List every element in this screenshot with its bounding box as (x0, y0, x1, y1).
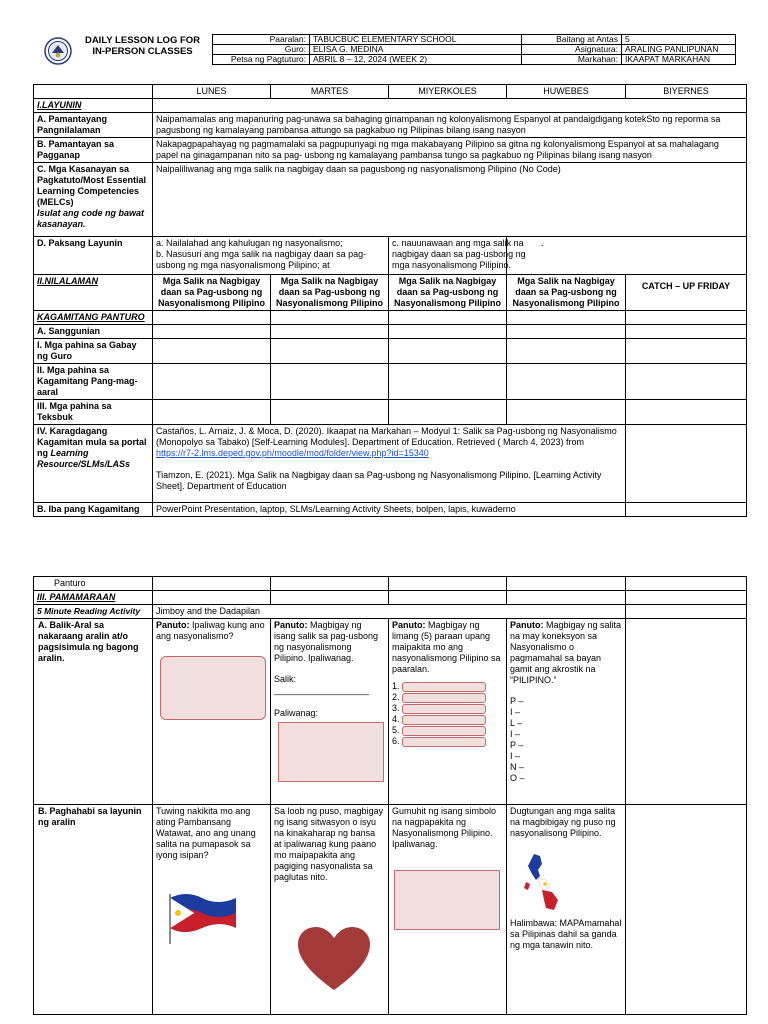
deped-seal-icon (44, 37, 72, 65)
pamantayan-sa-pagganap-label: B. Pamantayan sa Pagganap (34, 138, 153, 163)
layunin-d (507, 237, 747, 275)
baitang-label: Baitang at Antas (522, 35, 622, 45)
balik-aral-thu: Panuto: Magbigay ng salita na may koneksyon sa Nasyonalismo o pagmamahal sa bayan gamit ang akrostik na “PILIPINO.” P – I – L – I – P – I – N – O – (507, 619, 626, 805)
paliwanag-box[interactable] (278, 722, 384, 782)
answer-box[interactable] (160, 656, 266, 720)
markahan-value: IKAAPAT MARKAHAN (622, 55, 736, 65)
kagamitang-mag-aaral-row (34, 364, 747, 400)
answer-line[interactable] (402, 715, 486, 725)
sanggunian-row (34, 325, 747, 339)
iba-pang-kagamitan-row (34, 503, 747, 517)
pamantayan-sa-pagganap-row (34, 138, 747, 163)
nilalaman-thu: Mga Salik na Nagbigay daan sa Pag-usbong ng Nasyonalismong Pilipino (507, 275, 626, 311)
lesson-log-table (33, 84, 747, 517)
day-header-thu: HUWEBES (507, 85, 626, 99)
panturo-row (34, 577, 747, 591)
salik-line: Salik: ___________________ (274, 674, 370, 695)
list-item: 4. (392, 714, 503, 725)
asignatura-value: ARALING PANLIPUNAN (622, 45, 736, 55)
list-item: 2. (392, 692, 503, 703)
acrostic-letter: P – (510, 740, 524, 750)
balik-aral-label: A. Balik-Aral sa nakaraang aralin at/o pagsisimula ng bagong aralin. (34, 619, 153, 805)
days-row (34, 85, 747, 99)
paghahabi-label: B. Paghahabi sa layunin ng aralin (34, 805, 153, 1015)
pamamaraan-heading-row (34, 591, 747, 605)
pamantayang-pangnilalaman-row (34, 113, 747, 138)
paaralan-label: Paaralan: (213, 35, 310, 45)
kagamitang-mag-aaral-label: II. Mga pahina sa Kagamitang Pang-mag-aaral (34, 364, 153, 400)
references-cell (153, 425, 626, 503)
ph-flag-icon (164, 886, 240, 946)
paksang-layunin-ab (153, 237, 389, 275)
paghahabi-wed: Gumuhit ng isang simbolo na nagpapakita ng Nasyonalismong Pilipino. Ipaliwanag. (389, 805, 507, 1015)
melc-label: C. Mga Kasanayan sa Pagkatuto/Most Essential Learning Competencies (MELCs) (37, 164, 147, 207)
karagdagang-kagamitan-label: IV. Karagdagang Kagamitan mula sa portal ng (37, 426, 147, 458)
asignatura-label: Asignatura: (522, 45, 622, 55)
acrostic-letter: O – (510, 773, 525, 783)
numbered-answer-list (392, 681, 503, 747)
melc-label-cell (34, 163, 153, 237)
reading-activity-row (34, 605, 747, 619)
layunin-heading: I.LAYUNIN (34, 99, 153, 113)
karagdagang-kagamitan-label-cell (34, 425, 153, 503)
nilalaman-fri: CATCH – UP FRIDAY (626, 275, 747, 311)
teksbuk-label: III. Mga pahina sa Teksbuk (34, 400, 153, 425)
answer-line[interactable] (402, 682, 486, 692)
list-item: 1. (392, 681, 503, 692)
pamantayan-sa-pagganap-text: Nakapagpapahayag ng pagmamalaki sa pagpupunyagi ng mga makabayang Pilipino sa gitna ng kolonyalismong Espanyol at sa mahalagang papel na ginagampanan nito sa pag- usbong ng kamalayang pambansa tungo sa pagkabuo ng Pilipinas bilang isang nasyon (153, 138, 747, 163)
answer-line[interactable] (402, 737, 486, 747)
layunin-c (389, 237, 526, 275)
layunin-a: a. Nailalahad ang kahulugan ng nasyonalismo; (156, 238, 343, 248)
day-header-tue: MARTES (271, 85, 389, 99)
acrostic-letter: L – (510, 718, 523, 728)
answer-line[interactable] (402, 726, 486, 736)
paghahabi-thu: Dugtungan ang mga salita na magbibigay ng puso ng nasyonalisong Pilipino. Halimbawa: MAPAmamahal sa Pilipinas dahil sa ganda ng mga tanawin nito. (507, 805, 626, 1015)
list-item: 5. (392, 725, 503, 736)
petsa-label: Petsa ng Pagtuturo: (213, 55, 310, 65)
markahan-label: Markahan: (522, 55, 622, 65)
panturo-label: Panturo (34, 577, 153, 591)
paksang-layunin-row (34, 237, 747, 275)
day-header-wed: MIYERKOLES (389, 85, 507, 99)
petsa-value: ABRIL 8 – 12, 2024 (WEEK 2) (310, 55, 522, 65)
acrostic-letter: N – (510, 762, 525, 772)
nilalaman-tue: Mga Salik na Nagbigay daan sa Pag-usbong ng Nasyonalismong Pilipino (271, 275, 389, 311)
paghahabi-tue: Sa loob ng puso, magbigay ng isang sitwasyon o isyu na kinakaharap ng bansa at ipaliwanag kung paano mo maipapakita ang pagiging nasyonalista sa paglutas nito. (271, 805, 389, 1015)
header-row (213, 35, 736, 45)
example-text: Halimbawa: MAPAmamahal sa Pilipinas dahil sa ganda ng mga tanawin nito. (510, 918, 622, 950)
sanggunian-label: A. Sanggunian (34, 325, 153, 339)
nilalaman-wed: Mga Salik na Nagbigay daan sa Pag-usbong ng Nasyonalismong Pilipino (389, 275, 507, 311)
pamamaraan-table (33, 576, 747, 1015)
paksang-layunin-label: D. Paksang Layunin (34, 237, 153, 275)
karagdagang-kagamitan-row (34, 425, 747, 503)
answer-line[interactable] (402, 704, 486, 714)
balik-aral-wed: Panuto: Magbigay ng limang (5) paraan upang maipakita mo ang nasyonalismong Pilipino sa paaralan. 1. 2. 3. 4. 5. 6. (389, 619, 507, 805)
acrostic-letter: I – (510, 751, 521, 761)
header-info-table (212, 34, 736, 65)
paaralan-value: TABUCBUC ELEMENTARY SCHOOL (310, 35, 522, 45)
day-header-mon: LUNES (153, 85, 271, 99)
acrostic-letter: P – (510, 696, 524, 706)
balik-aral-row (34, 619, 747, 805)
reading-activity-label: 5 Minute Reading Activity (34, 605, 153, 619)
karagdagang-kagamitan-label-italic: Learning Resource/SLMs/LASs (37, 448, 131, 469)
paghahabi-row (34, 805, 747, 1015)
kagamitan-heading: KAGAMITANG PANTURO (34, 311, 153, 325)
layunin-d-text: . (541, 238, 544, 248)
pamantayang-pangnilalaman-text: Naipamamalas ang mapanuring pag-unawa sa bahaging ginampanan ng kolonyalismong Espanyol at pandaigdigang kotekSto ng reporma sa pagusbong ng kamalayang pambansa attungo sa pagkabuo ng Pilipinas bilang isang nasyon (153, 113, 747, 138)
iba-pang-kagamitan-label: B. Iba pang Kagamitang (34, 503, 153, 517)
melc-row (34, 163, 747, 237)
balik-aral-tue: Panuto: Magbigay ng isang salik sa pag-usbong ng nasyonalismong Pilipino. Ipaliwanag. Salik: ___________________ Paliwanag: (271, 619, 389, 805)
reading-activity-text: Jimboy and the Dadapilan (153, 605, 626, 619)
nilalaman-row (34, 275, 747, 311)
layunin-b: b. Nasusuri ang mga salik na nagbigay daan sa pag-usbong ng mga nasyonalismong Pilipino; at (156, 249, 367, 270)
layunin-heading-row (34, 99, 747, 113)
melc-text: Naipaliliwanag ang mga salik na nagbigay daan sa pagusbong ng nasyonalismong Pilipino (No Code) (153, 163, 747, 237)
kagamitan-heading-row (34, 311, 747, 325)
pamamaraan-heading: III. PAMAMARAAN (34, 591, 153, 605)
nilalaman-mon: Mga Salik na Nagbigay daan sa Pag-usbong ng Nasyonalismong Pilipino (153, 275, 271, 311)
pamantayang-pangnilalaman-label: A. Pamantayang Pangnilalaman (34, 113, 153, 138)
acrostic-letter: I – (510, 729, 521, 739)
header-row (213, 55, 736, 65)
list-item: 6. (392, 736, 503, 747)
layunin-c-text: c. nauunawaan ang mga salik na nagbigay daan sa pag-usbong ng mga nasyonalismong Pilipino. (392, 238, 526, 270)
teksbuk-row (34, 400, 747, 425)
baitang-value: 5 (622, 35, 736, 45)
ph-map-flag-icon (520, 852, 562, 912)
guro-value: ELISA G. MEDINA (310, 45, 522, 55)
heart-icon (296, 926, 372, 992)
nilalaman-heading: II.NILALAMAN (34, 275, 153, 311)
paliwanag-label: Paliwanag: (274, 708, 319, 718)
balik-aral-mon: Panuto: Ipaliwag kung ano ang nasyonalismo? (153, 619, 271, 805)
paghahabi-mon: Tuwing nakikita mo ang ating Pambansang Watawat, ano ang unang salita na pumapasok sa iyong isipan? (153, 805, 271, 1015)
reference-2: Tiamzon, E. (2021). Mga Salik na Nagbigay daan sa Pag-usbong ng Nasyonalismong Pilipino. [Learning Activity Sheet]. Department of Education (156, 470, 602, 491)
guro-label: Guro: (213, 45, 310, 55)
reference-link[interactable]: https://r7-2.lms.deped.gov.ph/moodle/mod/folder/view.php?id=15340 (156, 448, 429, 458)
reference-1: Castaños, L. Arnaiz, J. & Moca, D. (2020). Ikaapat na Markahan – Modyul 1: Salik sa Pag-usbong ng Nasyonalismo (Monopolyo sa Tabako) [Self-Learning Modules]. Department of Education. Retrieved ( March 4, 2023) from (156, 426, 617, 447)
drawing-box[interactable] (394, 870, 500, 930)
day-header-fri: BIYERNES (626, 85, 747, 99)
iba-pang-kagamitan-text: PowerPoint Presentation, laptop, SLMs/Learning Activity Sheets, bolpen, lapis, kuwaderno (153, 503, 626, 517)
list-item: 3. (392, 703, 503, 714)
answer-line[interactable] (402, 693, 486, 703)
document-title: DAILY LESSON LOG FOR IN-PERSON CLASSES (84, 35, 201, 57)
acrostic-letter: I – (510, 707, 521, 717)
gabay-guro-label: I. Mga pahina sa Gabay ng Guro (34, 339, 153, 364)
gabay-guro-row (34, 339, 747, 364)
header-row (213, 45, 736, 55)
melc-note: Isulat ang code ng bawat kasanayan. (37, 208, 145, 229)
acrostic-list (510, 696, 622, 784)
